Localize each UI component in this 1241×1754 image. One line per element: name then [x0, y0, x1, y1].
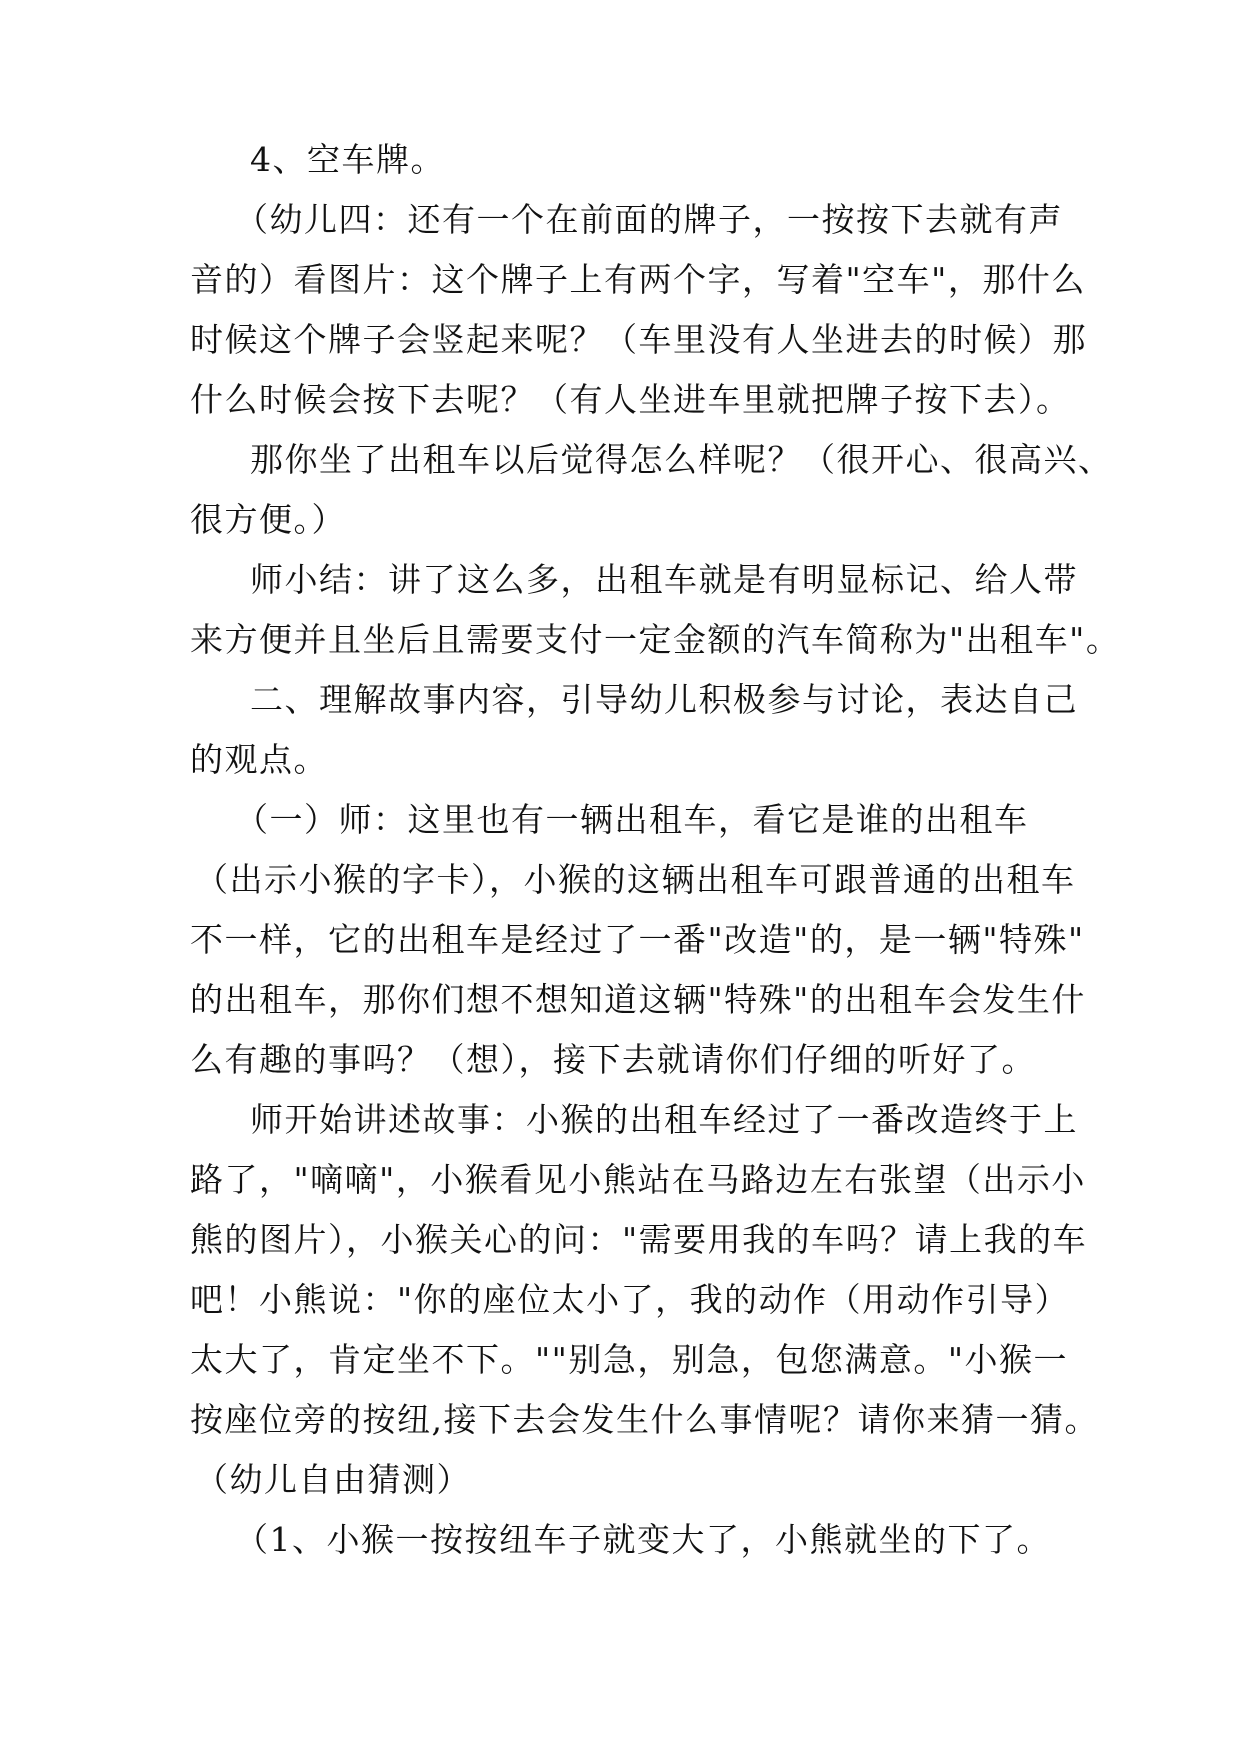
- text-line: 的出租车，那你们想不想知道这辆"特殊"的出租车会发生什: [190, 980, 1086, 1019]
- text-line: 师开始讲述故事：小猴的出租车经过了一番改造终于上: [250, 1100, 1078, 1139]
- text-line: 路了，"嘀嘀"，小猴看见小熊站在马路边左右张望（出示小: [190, 1160, 1086, 1199]
- text-line: （幼儿自由猜测）: [195, 1460, 471, 1499]
- text-line: 吧！小熊说："你的座位太小了，我的动作（用动作引导）: [190, 1280, 1070, 1319]
- text-line: 那你坐了出租车以后觉得怎么样呢？（很开心、很高兴、: [250, 440, 1113, 479]
- document-page: [190, 130, 1121, 1570]
- text-line: （1、小猴一按按纽车子就变大了，小熊就坐的下了。: [235, 1520, 1051, 1559]
- text-line: 不一样，它的出租车是经过了一番"改造"的，是一辆"特殊": [190, 920, 1085, 959]
- text-line: （幼儿四：还有一个在前面的牌子，一按按下去就有声: [235, 200, 1063, 239]
- text-line: 来方便并且坐后且需要支付一定金额的汽车简称为"出租车"。: [190, 620, 1121, 659]
- text-line: 音的）看图片：这个牌子上有两个字，写着"空车"，那什么: [190, 260, 1086, 299]
- text-line: 4、空车牌。: [250, 140, 445, 179]
- text-line: （出示小猴的字卡），小猴的这辆出租车可跟普通的出租车: [195, 860, 1076, 899]
- text-line: 么有趣的事吗？（想），接下去就请你们仔细的听好了。: [190, 1040, 1036, 1079]
- text-line: 太大了，肯定坐不下。""别急，别急，包您满意。"小猴一: [190, 1340, 1069, 1379]
- text-line: 时候这个牌子会竖起来呢？（车里没有人坐进去的时候）那: [190, 320, 1087, 359]
- text-line: 的观点。: [190, 740, 328, 779]
- text-line: 按座位旁的按纽,接下去会发生什么事情呢？请你来猜一猜。: [190, 1400, 1099, 1439]
- text-line: 熊的图片），小猴关心的问："需要用我的车吗？请上我的车: [190, 1220, 1088, 1259]
- text-line: 二、理解故事内容，引导幼儿积极参与讨论，表达自己: [250, 680, 1078, 719]
- text-line: 师小结：讲了这么多，出租车就是有明显标记、给人带: [250, 560, 1078, 599]
- text-line: 很方便。）: [190, 500, 346, 539]
- text-line: （一）师：这里也有一辆出租车，看它是谁的出租车: [235, 800, 1029, 839]
- text-line: 什么时候会按下去呢？（有人坐进车里就把牌子按下去）。: [190, 380, 1071, 419]
